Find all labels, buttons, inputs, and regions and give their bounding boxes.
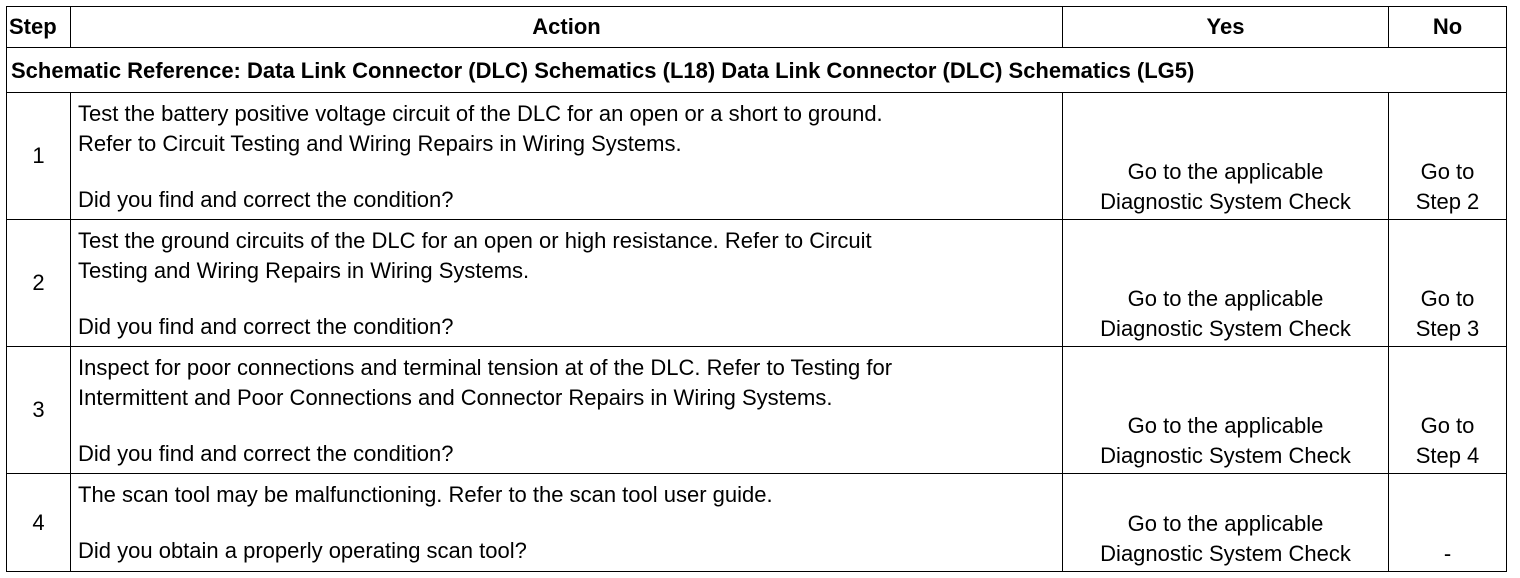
table-row	[7, 92, 1507, 219]
instruction-line: Inspect for poor connections and terminal tension at of the DLC. Refer to Testing for	[78, 355, 893, 380]
yes-cell	[1063, 474, 1389, 572]
no-cell	[1389, 219, 1507, 346]
action-cell	[71, 474, 1063, 572]
diagnostic-table	[6, 6, 1507, 572]
no-cell	[1389, 474, 1507, 572]
instruction-line: Test the battery positive voltage circuit of the DLC for an open or a short to ground.	[78, 100, 883, 126]
yes-text-line: Diagnostic System Check	[1100, 188, 1351, 214]
question-text: Did you find and correct the condition?	[78, 186, 454, 212]
no-text-line: Step 4	[1415, 443, 1480, 469]
no-text-line: Go to	[1420, 158, 1475, 184]
table-row	[7, 347, 1507, 474]
yes-text-line: Diagnostic System Check	[1100, 316, 1351, 341]
instruction-line: Intermittent and Poor Connections and Connector Repairs in Wiring Systems.	[78, 385, 833, 410]
instruction-line: Testing and Wiring Repairs in Wiring Systems.	[78, 257, 530, 283]
action-cell	[71, 92, 1063, 219]
action-cell	[71, 219, 1063, 346]
column-header-step: Step	[7, 7, 71, 48]
step-number: 3	[7, 347, 71, 474]
instruction-line: The scan tool may be malfunctioning. Refer to the scan tool user guide.	[78, 482, 773, 508]
column-header-action: Action	[71, 7, 1063, 48]
instruction-line: Refer to Circuit Testing and Wiring Repairs in Wiring Systems.	[78, 130, 682, 156]
action-cell	[71, 347, 1063, 474]
step-number: 4	[7, 474, 71, 572]
yes-text-line: Go to the applicable	[1127, 511, 1324, 536]
yes-text-line: Diagnostic System Check	[1100, 443, 1351, 469]
column-header-no: No	[1389, 7, 1507, 48]
no-cell	[1389, 347, 1507, 474]
step-number: 2	[7, 219, 71, 346]
yes-cell	[1063, 92, 1389, 219]
yes-text-line: Go to the applicable	[1127, 158, 1324, 184]
instruction-line: Test the ground circuits of the DLC for an open or high resistance. Refer to Circuit	[78, 227, 872, 253]
yes-text-line: Diagnostic System Check	[1100, 541, 1351, 566]
step-number: 1	[7, 92, 71, 219]
yes-cell	[1063, 347, 1389, 474]
schematic-reference-row	[7, 48, 1507, 92]
table-row	[7, 219, 1507, 346]
yes-text-line: Go to the applicable	[1127, 413, 1324, 439]
question-text: Did you find and correct the condition?	[78, 313, 454, 339]
no-cell	[1389, 92, 1507, 219]
yes-cell	[1063, 219, 1389, 346]
question-text: Did you obtain a properly operating scan tool?	[78, 538, 527, 564]
no-text-line: Go to	[1420, 286, 1475, 311]
no-text-line: -	[1443, 541, 1452, 566]
schematic-reference: Schematic Reference: Data Link Connector (DLC) Schematics (L18) Data Link Connector (DLC) Schematics (LG5)	[11, 58, 1195, 84]
no-text-line: Step 2	[1415, 188, 1480, 214]
column-header-yes: Yes	[1063, 7, 1389, 48]
header-row	[7, 7, 1507, 48]
no-text-line: Step 3	[1415, 316, 1480, 341]
table-row	[7, 474, 1507, 572]
yes-text-line: Go to the applicable	[1127, 286, 1324, 311]
question-text: Did you find and correct the condition?	[78, 441, 454, 466]
no-text-line: Go to	[1420, 413, 1475, 439]
